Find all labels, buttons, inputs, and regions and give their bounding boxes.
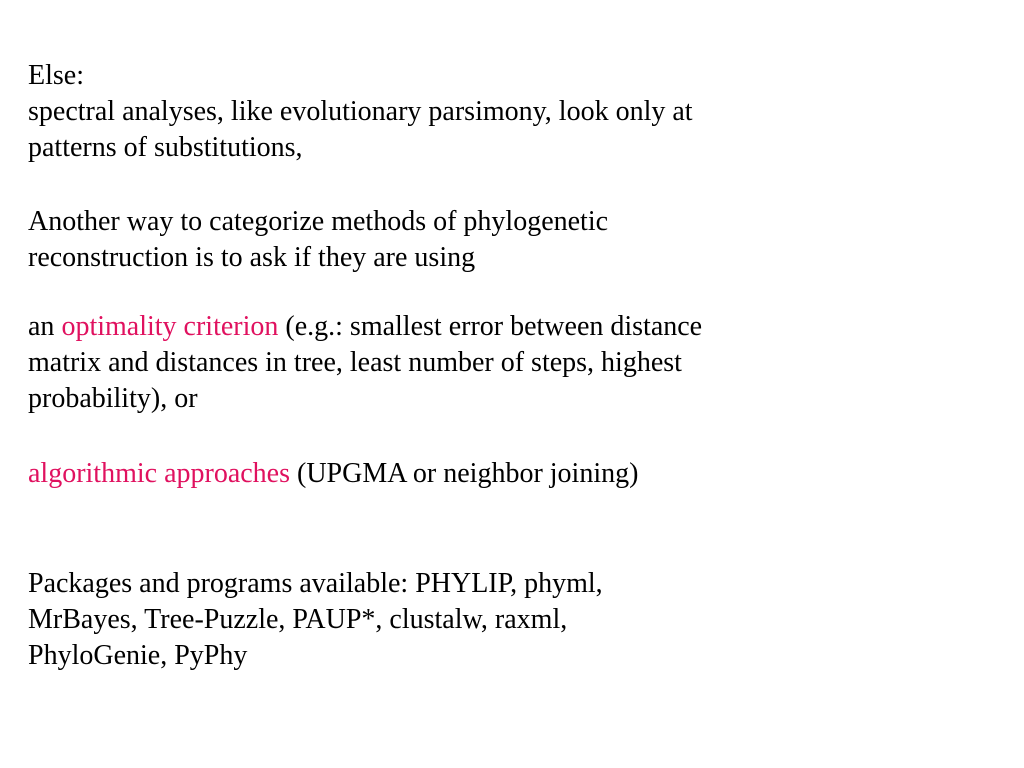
optimality-criterion-highlight: optimality criterion [61,311,279,342]
packages-line-3: PhyloGenie, PyPhy [28,640,248,671]
else-text: Else: [28,60,84,91]
optimality-rest: (e.g.: smallest error between distance [278,311,703,342]
paragraph-optimality-criterion [28,309,966,417]
algorithmic-approaches-highlight: algorithmic approaches [28,458,291,489]
optimality-line-2: matrix and distances in tree, least number of steps, highest [28,347,682,378]
paragraph-categorize-methods [28,204,966,276]
algorithmic-rest: (UPGMA or neighbor joining) [290,458,639,489]
packages-line-1: Packages and programs available: PHYLIP, phyml, [28,568,603,599]
optimality-prefix: an [28,311,62,342]
another-line-2: reconstruction is to ask if they are using [28,242,476,273]
paragraph-algorithmic-approaches [28,456,966,492]
paragraph-spectral-analyses [28,94,966,166]
spectral-line-1: spectral analyses, like evolutionary parsimony, look only at [28,96,693,127]
packages-line-2: MrBayes, Tree-Puzzle, PAUP*, clustalw, raxml, [28,604,568,635]
another-line-1: Another way to categorize methods of phylogenetic [28,206,609,237]
paragraph-packages-programs [28,566,966,674]
optimality-line-3: probability), or [28,383,198,414]
paragraph-else [28,58,966,94]
optimality-line-1 [28,309,966,345]
spectral-line-2: patterns of substitutions, [28,132,303,163]
algorithmic-line [28,456,966,492]
